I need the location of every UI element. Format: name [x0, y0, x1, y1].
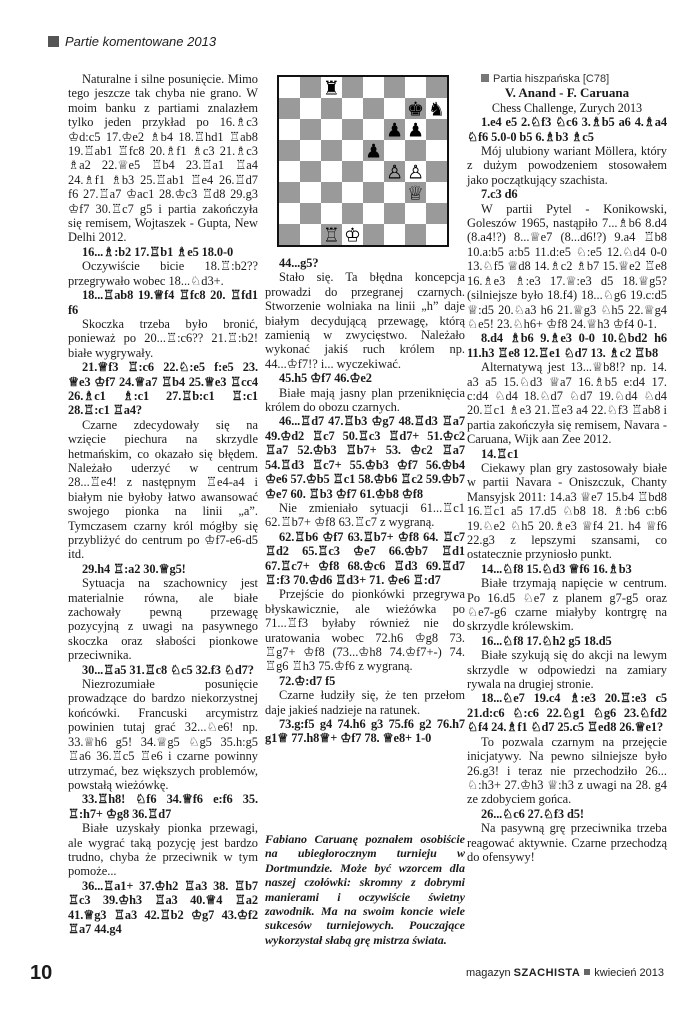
commentary-paragraph: Naturalne i silne posunięcie. Mimo tego jeszcze tak chyba nie grano. W moim banku z partiami znalazłem tylko jeden przykład po 16.♗c3 ♔d:c5 17.♔e2 ♗b4 18.♖hd1 ♖ab8 19.♖ab1 ♖fc8 20.♗f1 ♗c3 21.♗c3 ♗a2 22.♕e5 ♖b4 23.♖a1 ♖a4 24.♗f1 ♗b3 25.♖ab1 ♖e4 26.♖d7 f6 27.♖a7 ♔ac1 28.♔c3 ♖d8 29.g3 ♔f7 30.♖c7 g5 i partia zakończyła się remisem, Wojtaszek - Gupta, New Delhi 2012. [68, 72, 258, 245]
move-line: 14.♖c1 [481, 446, 519, 461]
commentary-paragraph: Mój ulubiony wariant Möllera, który z dużym powodzeniem stosowałem jako początkujący szachista. [467, 144, 667, 187]
magazine-issue: kwiecień 2013 [594, 967, 664, 979]
board-square [279, 98, 300, 119]
board-square [279, 161, 300, 182]
commentary-paragraph: Ciekawy plan gry zastosowały białe w partii Navara - Oniszczuk, Chanty Mansyjsk 2011: 14.a3 ♕e7 15.b4 ♖bd8 16.♖c1 a5 17.d5 ♘b8 18. ♗:b6 c:b6 19.♘e2 ♘h5 20.♗e3 ♕f4 21. h4 ♕f6 22.g3 z lepszymi szansami, co ostatecznie przyniosło punkt. [467, 460, 667, 562]
move-line: 8.d4 ♗b6 9.♗e3 0-0 10.♘bd2 h6 11.h3 ♖e8 12.♖e1 ♘d7 13. ♗c2 ♖b8 [467, 331, 667, 360]
board-square [384, 203, 405, 224]
commentary-paragraph: Sytuacja na szachownicy jest materialnie równa, ale białe zachowały pewną przewagę pozycyjną z uwagi na pasywnego skoczka oraz słabości pionkowe przeciwnika. [68, 576, 258, 663]
board-square [426, 119, 447, 140]
board-square [384, 140, 405, 161]
chess-piece: ♟ [385, 119, 404, 142]
commentary-paragraph: Białe uzyskały pionka przewagi, ale wygrać taką pozycję jest bardzo trudno, chyba że przeciwnik w tym pomoże... [68, 821, 258, 879]
square-bullet-icon [584, 969, 590, 975]
commentary-paragraph: Alternatywą jest 13...♕b8!? np. 14. a3 a5 15.♘d3 ♕a7 16.♗b5 e:d4 17. c:d4 ♘d4 18.♘d7 ♘d7 19.♘d4 ♘d4 20.♖c1 ♗e3 21.♖e3 a4 22.♘f3 ♖ab8 i partia zakończyła się remisem, Navara - Caruana, Wijk aan Zee 2012. [467, 360, 667, 447]
move-line: 72.♔:d7 f5 [279, 673, 336, 688]
move-line: 7.c3 d6 [481, 187, 518, 202]
chess-piece: ♔ [343, 224, 362, 245]
board-square [300, 224, 321, 245]
board-square [342, 182, 363, 203]
board-square [342, 203, 363, 224]
board-square [300, 98, 321, 119]
move-line: 45.h5 ♔f7 46.♔e2 [279, 371, 372, 386]
board-square [384, 98, 405, 119]
commentary-paragraph: To pozwala czarnym na przejęcie inicjatywy. Na pewno silniejsze było 26.g3! i teraz nie przechodziło 26... ♘:h3+ 27.♔h3 ♕:h3 z uwagi na 28. g4 ze zdobyciem gońca. [467, 734, 667, 807]
board-square [279, 119, 300, 140]
board-square [342, 98, 363, 119]
commentary-paragraph: Białe szykują się do akcji na lewym skrzydle w odpowiedzi na zamiary rywala na drugiej stronie. [467, 648, 667, 692]
board-square [426, 140, 447, 161]
board-square [321, 140, 342, 161]
board-square [363, 77, 384, 98]
board-square [363, 224, 384, 245]
magazine-prefix: magazyn [465, 967, 511, 979]
board-square [426, 77, 447, 98]
commentary-paragraph: Stało się. Ta błędna koncepcja prowadzi do przegranej czarnych. Stworzenie wolniaka na linii „h” daje białym decydującą przewagę, którą zamienią w zwycięstwo. Należało wykonać jakiś ruch królem np. 44...♔f7!? i... wyczekiwać. [265, 270, 465, 371]
board-square [279, 140, 300, 161]
board-square [321, 203, 342, 224]
move-line: 16...♗:b2 17.♖b1 ♗e5 18.0-0 [82, 244, 234, 259]
board-square [405, 203, 426, 224]
move-line: 36...♖a1+ 37.♔h2 ♖a3 38. ♖b7 ♖c3 39.♔h3 ♖a3 40.♕4 ♖a2 41.♕g3 ♖a3 42.♖b2 ♔g7 43.♔f2 ♖a7 44.g4 [68, 878, 258, 936]
commentary-paragraph: Skoczka trzeba było bronić, ponieważ po 20...♖:c6?? 21.♖:b2! białe wygrywały. [68, 316, 258, 360]
commentary-paragraph: Czarne łudziły się, że ten przełom daje jakieś nadzieje na ratunek. [265, 688, 465, 717]
chess-piece: ♞ [427, 98, 446, 121]
commentary-paragraph: Oczywiście bicie 18.♖:b2?? przegrywało wobec 18...♘d3+. [68, 259, 258, 288]
move-line: 1.e4 e5 2.♘f3 ♘c6 3.♗b5 a6 4.♗a4 ♘f6 5.0-0 b5 6.♗b3 ♗c5 [467, 115, 667, 144]
board-square [363, 182, 384, 203]
board-square [279, 182, 300, 203]
magazine-name: SZACHISTA [513, 967, 581, 979]
chess-board [279, 77, 447, 245]
move-line: 33.♖h8! ♘f6 34.♕f6 e:f6 35. ♖:h7+ ♔g8 36.♖d7 [68, 792, 258, 821]
chess-piece: ♟ [364, 140, 383, 163]
move-line: 73.g:f5 g4 74.h6 g3 75.f6 g2 76.h7 g1♕ 77.h8♕+ ♔f7 78. ♕e8+ 1-0 [265, 717, 465, 746]
move-line: 44...g5? [279, 256, 319, 270]
move-line: 30...♖a5 31.♖c8 ♘c5 32.f3 ♘d7? [82, 662, 254, 677]
chess-piece: ♕ [406, 182, 425, 205]
commentary-paragraph: Czarne zdecydowały się na wzięcie piechura na skrzydle hetmańskim, co okazało się błędem. Należało uderzyć w centrum 28...♖e4! z następnym ♖e4-a4 i białym nie byłoby łatwo awansować swojego pionka na linii „a”. Tymczasem czarny król mógłby się przybliżyć do centrum po ♔f7-e6-d5 itd. [68, 417, 258, 562]
board-square [363, 98, 384, 119]
move-line: 62.♖b6 ♔f7 63.♖b7+ ♔f8 64. ♖c7 ♖d2 65.♖c3 ♔e7 66.♔b7 ♖d1 67.♖c7+ ♔f8 68.♔c6 ♖d3 69.♖d7 ♖:f3 70.♔d6 ♖d3+ 71. ♔e6 ♖:d7 [265, 529, 465, 587]
board-square [405, 77, 426, 98]
board-square [384, 224, 405, 245]
board-square [342, 77, 363, 98]
move-line: 29.h4 ♖:a2 30.♕g5! [82, 561, 186, 576]
square-bullet-icon [48, 36, 59, 47]
move-line: 21.♕f3 ♖:c6 22.♘:e5 f:e5 23. ♕e3 ♔f7 24.♕a7 ♖b4 25.♕e3 ♖cc4 26.♗c1 ♗:c1 27.♖b:c1 ♖:c1 28.♖:c1 ♖a4? [68, 360, 258, 418]
chess-piece: ♙ [385, 161, 404, 184]
move-line: 26...♘c6 27.♘f3 d5! [481, 806, 584, 821]
commentary-paragraph: Na pasywną grę przeciwnika trzeba reagować aktywnie. Czarne przechodzą do ofensywy! [467, 821, 667, 864]
board-square [363, 203, 384, 224]
board-square [321, 119, 342, 140]
magazine-footer [466, 967, 664, 979]
commentary-paragraph: Nie zmieniało sytuacji 61...♖c1 62.♖b7+ ♔f8 63.♖c7 z wygraną. [265, 500, 465, 530]
board-square [300, 203, 321, 224]
game-event: Chess Challenge, Zurych 2013 [491, 100, 643, 115]
board-square [321, 182, 342, 203]
board-square [384, 77, 405, 98]
chess-piece: ♟ [406, 119, 425, 142]
game-players: V. Anand - F. Caruana [504, 85, 630, 101]
section-title: Partie komentowane 2013 [65, 34, 217, 49]
move-line: 14...♘f8 15.♘d3 ♕f6 16.♗b3 [481, 561, 632, 576]
move-line: 46...♖d7 47.♖b3 ♔g7 48.♖d3 ♖a7 49.♔d2 ♖c7 50.♖c3 ♖d7+ 51.♔c2 ♖a7 52.♔b3 ♖b7+ 53. ♔c2 ♖a7 54.♖d3 ♖c7+ 55.♔b3 ♔f7 56.♔b4 ♔e6 57.♔b5 ♖c1 58.♔b6 ♖c2 59.♔b7 ♔e7 60. ♖b3 ♔f7 61.♔b8 ♔f8 [265, 414, 465, 501]
board-square [342, 161, 363, 182]
move-line: 18...♘e7 19.c4 ♗:e3 20.♖:e3 c5 21.d:c6 ♘:c6 22.♘g1 ♘g6 23.♘fd2 ♘f4 24.♗f1 ♘d7 25.c5 ♖ed8 26.♕e1? [467, 691, 667, 735]
board-square [426, 182, 447, 203]
chess-diagram [277, 75, 449, 247]
board-square [279, 224, 300, 245]
commentary-paragraph: Białe trzymają napięcie w centrum. Po 16.d5 ♘e7 z planem g7-g5 oraz ♘e7-g6 czarne miałyby kontrgrę na skrzydle królewskim. [467, 576, 667, 634]
move-line: 18...♖ab8 19.♕f4 ♖fc8 20. ♖fd1 f6 [68, 288, 258, 317]
board-square [426, 161, 447, 182]
column-right [467, 72, 667, 864]
chess-piece: ♖ [322, 224, 341, 245]
board-square [279, 203, 300, 224]
board-square [300, 140, 321, 161]
board-square [405, 140, 426, 161]
section-header [48, 34, 216, 49]
page-number: 10 [30, 962, 53, 984]
chess-piece: ♙ [406, 161, 425, 184]
board-square [363, 161, 384, 182]
chess-piece: ♚ [406, 98, 425, 121]
board-square [300, 77, 321, 98]
board-square [405, 224, 426, 245]
board-square [363, 119, 384, 140]
commentary-paragraph: Białe mają jasny plan przeniknięcia królem do obozu czarnych. [265, 385, 465, 415]
board-square [321, 98, 342, 119]
commentary-paragraph: W partii Pytel - Konikowski, Goleszów 1965, nastąpiło 7...♗b6 8.d4 (8.a4!?) 8...♕e7 (8...d6!?) 9.a4 ♖b8 10.a:b5 a:b5 11.d:e5 ♘:e5 12.♘d4 0-0 13.♘f5 ♕d8 14.♗c2 ♗b7 15.♕e2 ♖e8 16.♗e3 ♗:e3 17.♕:e3 d5 18.♕g5? (silniejsze było 18.f4) 18...♘g6 19.c:d5 ♕:d5 20.♘a3 h6 21.♕g3 ♘h5 22.♕g4 ♘e5! 23.♘h6+ ♔f8 24.♕h3 ♔f4 0-1. [467, 201, 667, 331]
board-square [426, 224, 447, 245]
opening-tag: Partia hiszpańska [C78] [467, 72, 667, 86]
board-square [300, 161, 321, 182]
commentary-paragraph: Niezrozumiałe posunięcie prowadzące do bardzo niekorzystnej końcówki. Francuski arcymistrz powinien tutaj grać 32...♘e6! np. 33.♕h6 g5! 34.♕g5 ♘g5 35.h:g5 ♖a6 36.♖c5 ♖e6 i czarne powinny utrzymać, bez większych problemów, powstałą wieżówkę. [68, 677, 258, 792]
column-left [68, 72, 258, 936]
square-bullet-icon [481, 74, 489, 82]
board-square [342, 140, 363, 161]
photo-caption: Fabiano Caruanę poznałem osobiście na ubiegłorocznym turnieju w Dortmundzie. Może być wzorcem dla naszej czołówki: skromny z dobrymi manierami i oczywiście świetny zawodnik. Ma na swoim koncie wiele sukcesów turniejowych. Pouczające wykorzystał słabą grę mistrza świata. [265, 832, 465, 947]
commentary-paragraph: Przejście do pionkówki przegrywa błyskawicznie, ale wieżówka po 71...♖f3 byłaby również nie do uratowania wobec 72.h6 ♔g8 73. ♖g7+ ♔f8 (73...♔h8 74.♔f7+-) 74. ♖g6 ♖h3 75.♔f6 z wygraną. [265, 587, 465, 674]
board-square [342, 119, 363, 140]
chess-piece: ♜ [322, 77, 341, 100]
board-square [426, 203, 447, 224]
board-square [321, 161, 342, 182]
move-line: 16...♘f8 17.♘h2 g5 18.d5 [481, 633, 612, 648]
column-right-body [467, 115, 667, 864]
board-square [300, 182, 321, 203]
board-square [300, 119, 321, 140]
board-square [384, 182, 405, 203]
board-square [279, 77, 300, 98]
column-middle [265, 256, 465, 746]
